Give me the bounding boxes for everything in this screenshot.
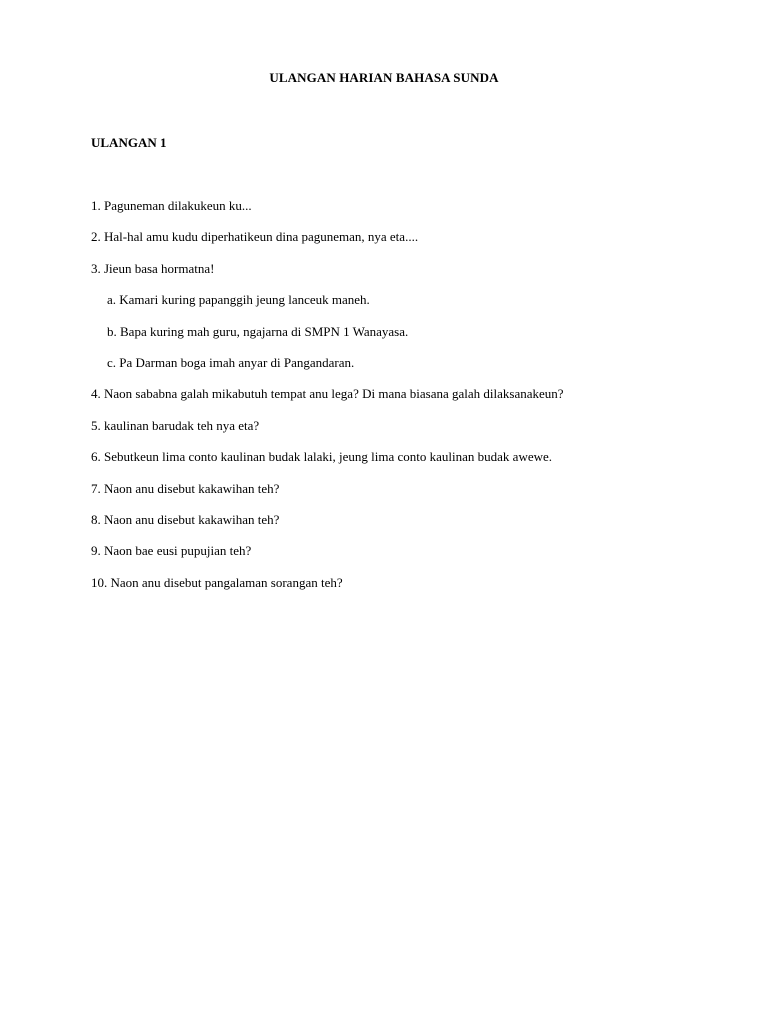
question-line: 4. Naon sababna galah mikabutuh tempat anu lega? Di mana biasana galah dilaksanakeun?	[91, 386, 564, 402]
document-title: ULANGAN HARIAN BAHASA SUNDA	[269, 70, 499, 85]
question-line: 6. Sebutkeun lima conto kaulinan budak lalaki, jeung lima conto kaulinan budak awewe.	[91, 449, 553, 465]
question-line: 8. Naon anu disebut kakawihan teh?	[91, 511, 280, 527]
question-line: 9. Naon bae eusi pupujian teh?	[91, 543, 252, 559]
question-line: 10. Naon anu disebut pangalaman sorangan teh?	[91, 574, 343, 590]
sub-question-line: b. Bapa kuring mah guru, ngajarna di SMPN 1 Wanayasa.	[107, 323, 409, 339]
question-line: 5. kaulinan barudak teh nya eta?	[91, 417, 260, 433]
question-line: 3. Jieun basa hormatna!	[91, 260, 215, 276]
question-line: 1. Paguneman dilakukeun ku...	[91, 198, 252, 213]
sub-question-line: a. Kamari kuring papanggih jeung lanceuk maneh.	[107, 292, 370, 308]
section-heading: ULANGAN 1	[91, 135, 167, 150]
question-list	[91, 198, 731, 606]
sub-question-line: c. Pa Darman boga imah anyar di Pangandaran.	[107, 354, 355, 370]
question-line: 7. Naon anu disebut kakawihan teh?	[91, 480, 280, 496]
question-line: 2. Hal-hal amu kudu diperhatikeun dina paguneman, nya eta....	[91, 229, 419, 245]
